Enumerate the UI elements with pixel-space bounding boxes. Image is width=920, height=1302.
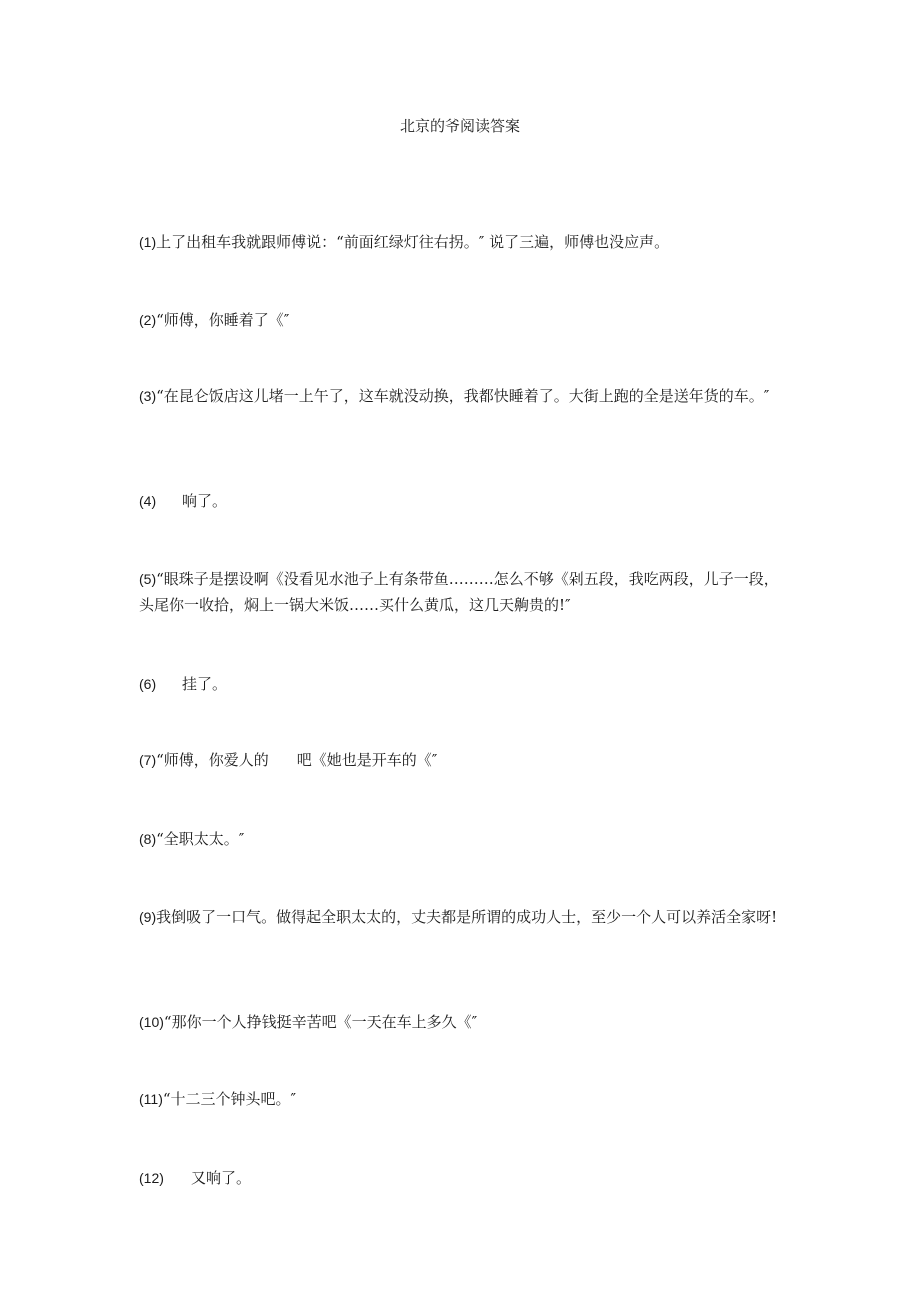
paragraph-2 bbox=[139, 307, 784, 333]
paragraph-3 bbox=[139, 383, 784, 409]
paragraph-number: (11) bbox=[139, 1091, 163, 1107]
paragraph-number: (8) bbox=[139, 831, 157, 847]
paragraph-8 bbox=[139, 826, 784, 852]
paragraph-text: “师傅，你睡着了《″ bbox=[156, 311, 290, 329]
paragraph-text: 又响了。 bbox=[191, 1169, 252, 1187]
paragraph-number: (3) bbox=[139, 388, 157, 404]
paragraph-number: (12) bbox=[139, 1170, 164, 1186]
paragraph-text: “全职太太。″ bbox=[156, 830, 245, 848]
paragraph-6 bbox=[139, 671, 784, 697]
paragraph-1 bbox=[139, 229, 784, 255]
paragraph-11 bbox=[139, 1086, 784, 1112]
paragraph-text: 上了出租车我就跟师傅说：“前面红绿灯往右拐。″ 说了三遍，师傅也没应声。 bbox=[156, 233, 670, 251]
paragraph-number: (7) bbox=[139, 752, 157, 768]
paragraph-text: 吧《她也是开车的《″ bbox=[296, 751, 438, 769]
paragraph-text: “眼珠子是摆设啊《没看见水池子上有条带鱼………怎么不够《剁五段，我吃两段，儿子一段，头尾你一收拾，焖上一锅大米饭……买什么黄瓜，这几天齁贵的!″ bbox=[139, 570, 779, 614]
paragraph-number: (2) bbox=[139, 312, 157, 328]
paragraph-number: (1) bbox=[139, 234, 157, 250]
paragraph-text: 响了。 bbox=[182, 492, 228, 510]
paragraph-10 bbox=[139, 1009, 784, 1035]
paragraph-number: (4) bbox=[139, 493, 157, 509]
paragraph-4 bbox=[139, 488, 784, 514]
paragraph-text: 我倒吸了一口气。做得起全职太太的，丈夫都是所谓的成功人士，至少一个人可以养活全家呀! bbox=[156, 908, 778, 926]
paragraph-number: (5) bbox=[139, 571, 157, 587]
paragraph-text: 挂了。 bbox=[182, 675, 228, 693]
paragraph-number: (10) bbox=[139, 1014, 164, 1030]
paragraph-text: “那你一个人挣钱挺辛苦吧《一天在车上多久《″ bbox=[163, 1013, 478, 1031]
paragraph-12 bbox=[139, 1165, 784, 1191]
paragraph-number: (9) bbox=[139, 909, 157, 925]
paragraph-text: “师傅，你爱人的 bbox=[156, 751, 269, 769]
paragraph-7 bbox=[139, 747, 784, 773]
paragraph-9 bbox=[139, 904, 784, 930]
paragraph-number: (6) bbox=[139, 676, 157, 692]
page-title: 北京的爷阅读答案 bbox=[399, 117, 520, 135]
paragraph-text: “十二三个钟头吧。″ bbox=[162, 1090, 297, 1108]
paragraph-5 bbox=[139, 566, 784, 618]
paragraph-text: “在昆仑饭店这儿堵一上午了，这车就没动换，我都快睡着了。大街上跑的全是送年货的车。″ bbox=[156, 387, 770, 405]
